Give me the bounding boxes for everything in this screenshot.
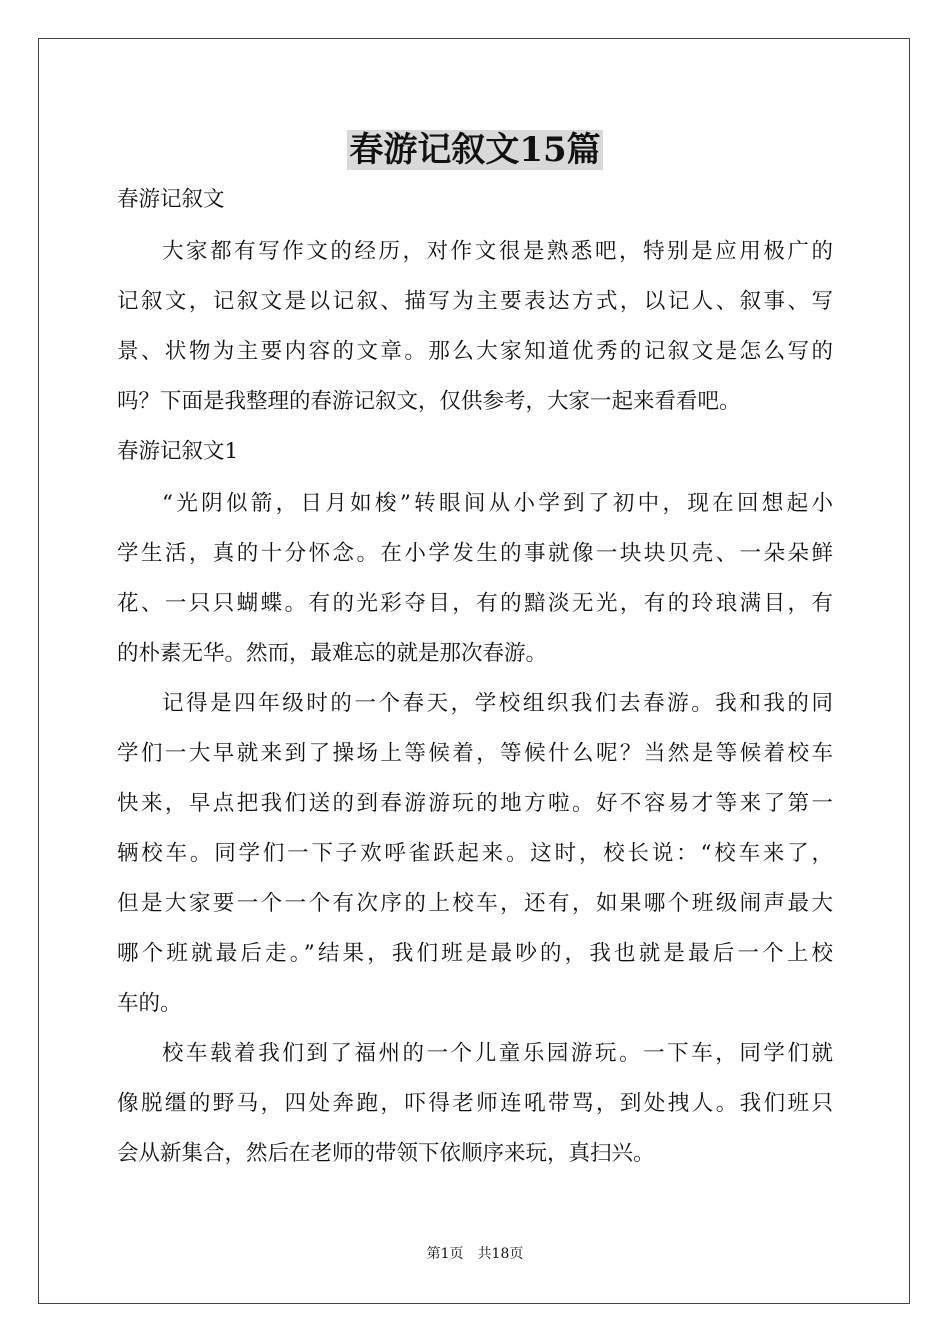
document-title [0,126,950,174]
paragraph-line: 学生活，真的十分怀念。在小学发生的事就像一块块贝壳、一朵朵鲜 [117,541,833,566]
paragraph-line: 吗？下面是我整理的春游记叙文，仅供参考，大家一起来看看吧。 [117,389,741,414]
section-heading-1: 春游记叙文1 [117,439,239,464]
paragraph-line: 校车载着我们到了福州的一个儿童乐园游玩。一下车，同学们就 [162,1041,833,1066]
paragraph-line: 快来，早点把我们送的到春游游玩的地方啦。好不容易才等来了第一 [117,791,833,816]
section-heading-intro: 春游记叙文 [117,187,225,212]
paragraph-line: 辆校车。同学们一下子欢呼雀跃起来。这时，校长说：“校车来了， [117,841,833,866]
paragraph-line: 哪个班就最后走。”结果，我们班是最吵的，我也就是最后一个上校 [117,941,833,966]
paragraph-line: 像脱缰的野马，四处奔跑，吓得老师连吼带骂，到处拽人。我们班只 [117,1091,833,1116]
paragraph-3 [117,1032,833,1182]
paragraph-1 [117,482,833,682]
paragraph-line: 花、一只只蝴蝶。有的光彩夺目，有的黯淡无光，有的玲琅满目，有 [117,591,833,616]
paragraph-line: 车的。 [117,991,182,1016]
paragraph-line: 的朴素无华。然而，最难忘的就是那次春游。 [117,641,548,666]
paragraph-line: 景、状物为主要内容的文章。那么大家知道优秀的记叙文是怎么写的 [117,339,833,364]
paragraph-line: 但是大家要一个一个有次序的上校车，还有，如果哪个班级闹声最大 [117,891,833,916]
document-title-text: 春游记叙文15篇 [349,130,601,170]
document-body [117,178,833,1182]
paragraph-line: “光阴似箭，日月如梭”转眼间从小学到了初中，现在回想起小 [162,491,833,516]
page-footer: 第1页 共18页 [426,1246,524,1262]
paragraph-line: 学们一大早就来到了操场上等候着，等候什么呢？当然是等候着校车 [117,741,833,766]
paragraph-line: 记得是四年级时的一个春天，学校组织我们去春游。我和我的同 [162,691,833,716]
paragraph-2 [117,682,833,1032]
paragraph-line: 大家都有写作文的经历，对作文很是熟悉吧，特别是应用极广的 [162,239,833,264]
paragraph-line: 会从新集合，然后在老师的带领下依顺序来玩，真扫兴。 [117,1141,655,1166]
paragraph-line: 记叙文，记叙文是以记叙、描写为主要表达方式，以记人、叙事、写 [117,289,833,314]
intro-paragraph [117,230,833,430]
